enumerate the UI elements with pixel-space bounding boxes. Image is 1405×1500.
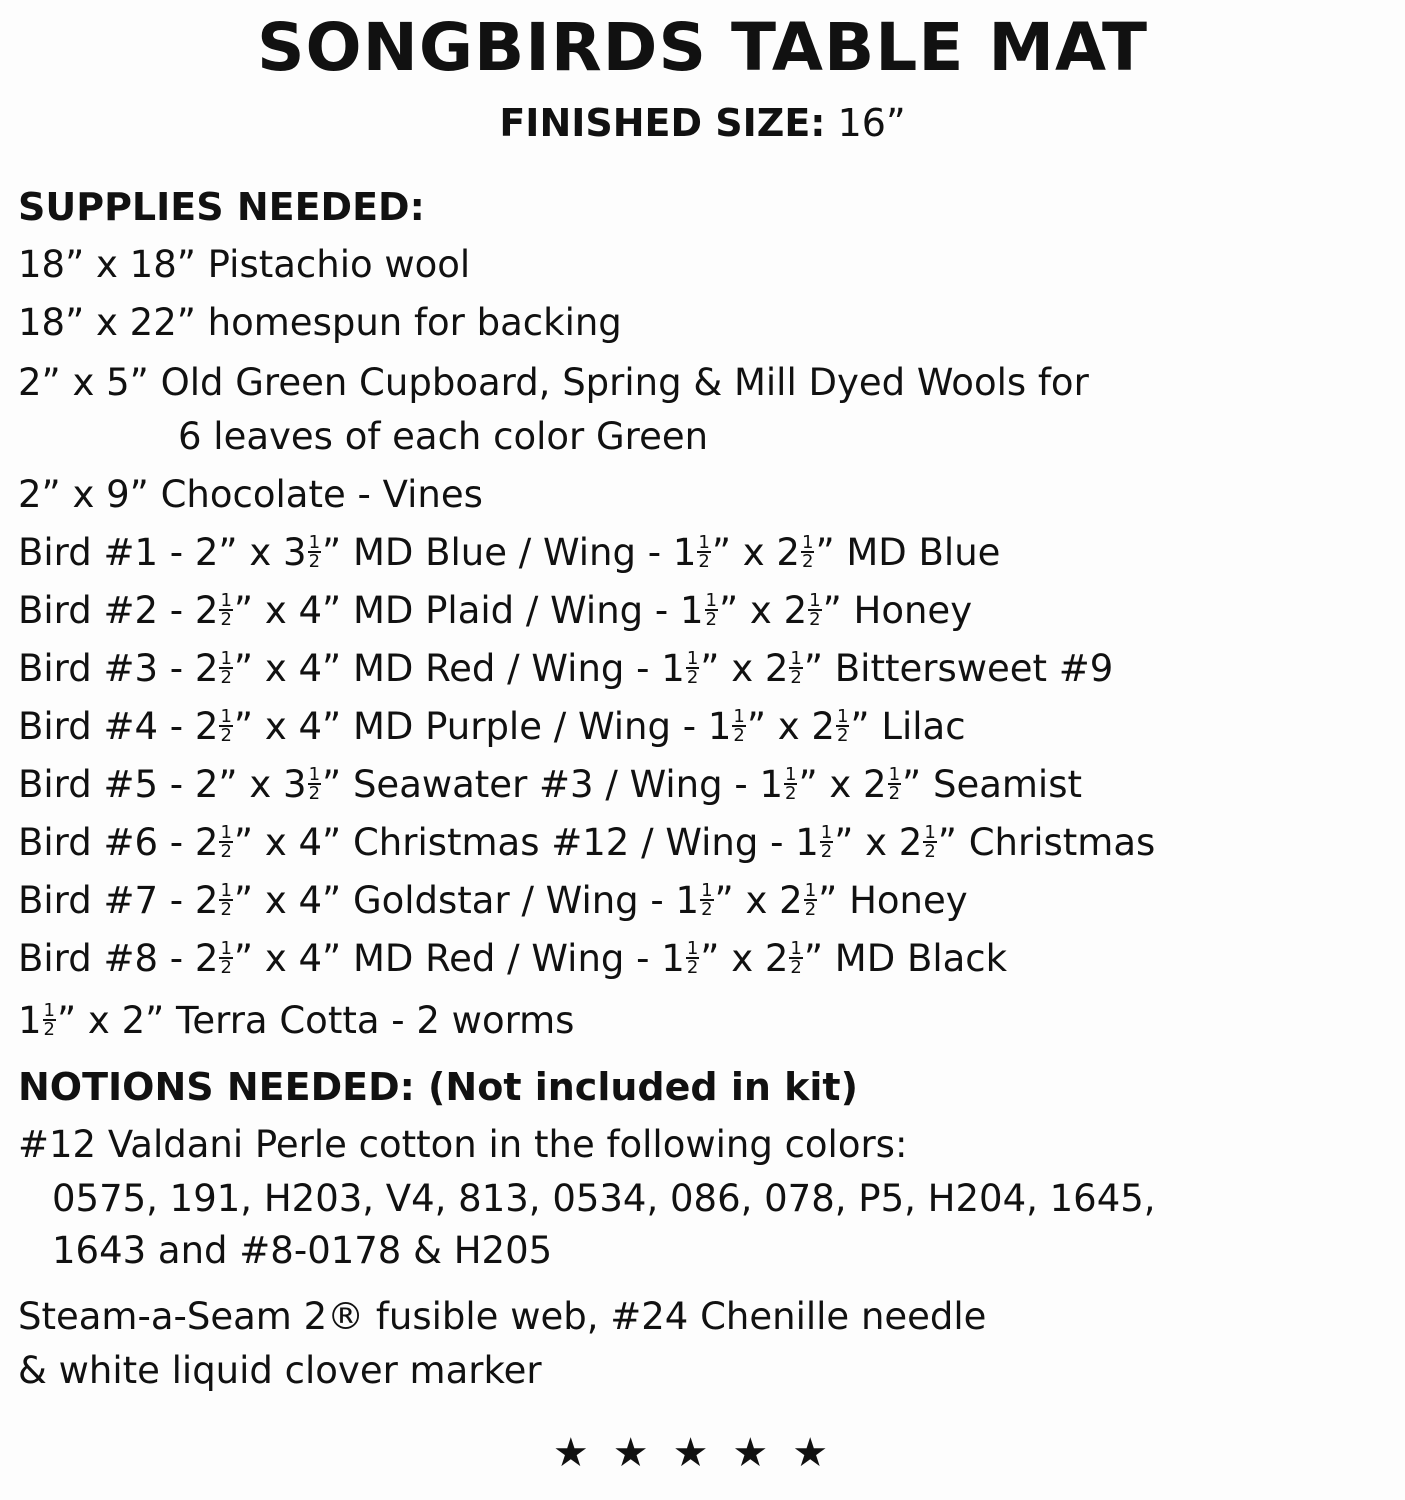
supplies-heading: SUPPLIES NEEDED:: [18, 185, 425, 229]
fraction: $\frac{1}{2}$: [790, 647, 802, 688]
finished-size: [0, 96, 1405, 150]
star-divider-icon: ★★★★★: [552, 1430, 853, 1476]
fraction: $\frac{1}{2}$: [686, 647, 699, 688]
supply-line: Bird #7 - 2 $\frac{1}{2}$ ” x 4” Goldstar / Wing - 1 $\frac{1}{2}$ ” x 2 $\frac{1}{2}$ ” Honey: [18, 879, 968, 922]
notion-line: & white liquid clover marker: [18, 1349, 542, 1392]
supply-line: 6 leaves of each color Green: [178, 415, 709, 458]
supply-line: 2” x 5” Old Green Cupboard, Spring & Mill Dyed Wools for: [18, 361, 1089, 404]
supply-line: Bird #3 - 2 $\frac{1}{2}$ ” x 4” MD Red / Wing - 1 $\frac{1}{2}$ ” x 2 $\frac{1}{2}$ ” Bittersweet #9: [18, 647, 1114, 690]
fraction: $\frac{1}{2}$: [790, 937, 802, 978]
notion-line: #12 Valdani Perle cotton in the following colors:: [18, 1123, 908, 1166]
fraction: $\frac{1}{2}$: [220, 879, 232, 920]
fraction: $\frac{1}{2}$: [220, 705, 232, 746]
supply-line: Bird #4 - 2 $\frac{1}{2}$ ” x 4” MD Purple / Wing - 1 $\frac{1}{2}$ ” x 2 $\frac{1}{2}$ ” Lilac: [18, 705, 966, 748]
fraction: $\frac{1}{2}$: [733, 705, 745, 746]
finished-size-label: FINISHED SIZE:: [499, 101, 826, 145]
fraction: $\frac{1}{2}$: [804, 879, 817, 920]
fraction: $\frac{1}{2}$: [686, 937, 699, 978]
fraction: $\frac{1}{2}$: [888, 763, 901, 804]
fraction: $\frac{1}{2}$: [820, 821, 833, 862]
supply-line: Bird #2 - 2 $\frac{1}{2}$ ” x 4” MD Plaid / Wing - 1 $\frac{1}{2}$ ” x 2 $\frac{1}{2}$ ” Honey: [18, 589, 973, 632]
fraction: $\frac{1}{2}$: [220, 647, 232, 688]
fraction: $\frac{1}{2}$: [308, 763, 321, 804]
notions-heading: NOTIONS NEEDED: (Not included in kit): [18, 1065, 858, 1109]
fraction: $\frac{1}{2}$: [784, 763, 797, 804]
notion-line: 1643 and #8-0178 & H205: [52, 1229, 553, 1272]
fraction: $\frac{1}{2}$: [698, 531, 710, 572]
finished-size-value: 16”: [837, 101, 906, 145]
fraction: $\frac{1}{2}$: [220, 589, 232, 630]
fraction: $\frac{1}{2}$: [43, 999, 55, 1040]
supply-line: 18” x 22” homespun for backing: [18, 301, 622, 344]
fraction: $\frac{1}{2}$: [809, 589, 821, 630]
notion-line: Steam-a-Seam 2® fusible web, #24 Chenille needle: [18, 1295, 987, 1338]
supply-line: 18” x 18” Pistachio wool: [18, 243, 471, 286]
fraction: $\frac{1}{2}$: [705, 589, 717, 630]
notion-line: 0575, 191, H203, V4, 813, 0534, 086, 078, P5, H204, 1645,: [52, 1177, 1156, 1220]
page-title: SONGBIRDS TABLE MAT: [256, 9, 1149, 86]
supply-line: Bird #1 - 2” x 3 $\frac{1}{2}$ ” MD Blue / Wing - 1 $\frac{1}{2}$ ” x 2 $\frac{1}{2}$ ” MD Blue: [18, 531, 1001, 574]
fraction: $\frac{1}{2}$: [801, 531, 814, 572]
supply-line: Bird #6 - 2 $\frac{1}{2}$ ” x 4” Christmas #12 / Wing - 1 $\frac{1}{2}$ ” x 2 $\frac{1}{2}$ ” Christmas: [18, 821, 1156, 864]
supply-line: 2” x 9” Chocolate - Vines: [18, 473, 483, 516]
fraction: $\frac{1}{2}$: [308, 531, 321, 572]
fraction: $\frac{1}{2}$: [836, 705, 849, 746]
supply-line: 1 $\frac{1}{2}$ ” x 2” Terra Cotta - 2 worms: [18, 999, 575, 1042]
fraction: $\frac{1}{2}$: [701, 879, 713, 920]
fraction: $\frac{1}{2}$: [220, 937, 232, 978]
fraction: $\frac{1}{2}$: [220, 821, 232, 862]
supply-line: Bird #5 - 2” x 3 $\frac{1}{2}$ ” Seawater #3 / Wing - 1 $\frac{1}{2}$ ” x 2 $\frac{1}{2}$ ” Seamist: [18, 763, 1082, 806]
fraction: $\frac{1}{2}$: [924, 821, 936, 862]
supply-line: Bird #8 - 2 $\frac{1}{2}$ ” x 4” MD Red / Wing - 1 $\frac{1}{2}$ ” x 2 $\frac{1}{2}$ ” MD Black: [18, 937, 1008, 980]
